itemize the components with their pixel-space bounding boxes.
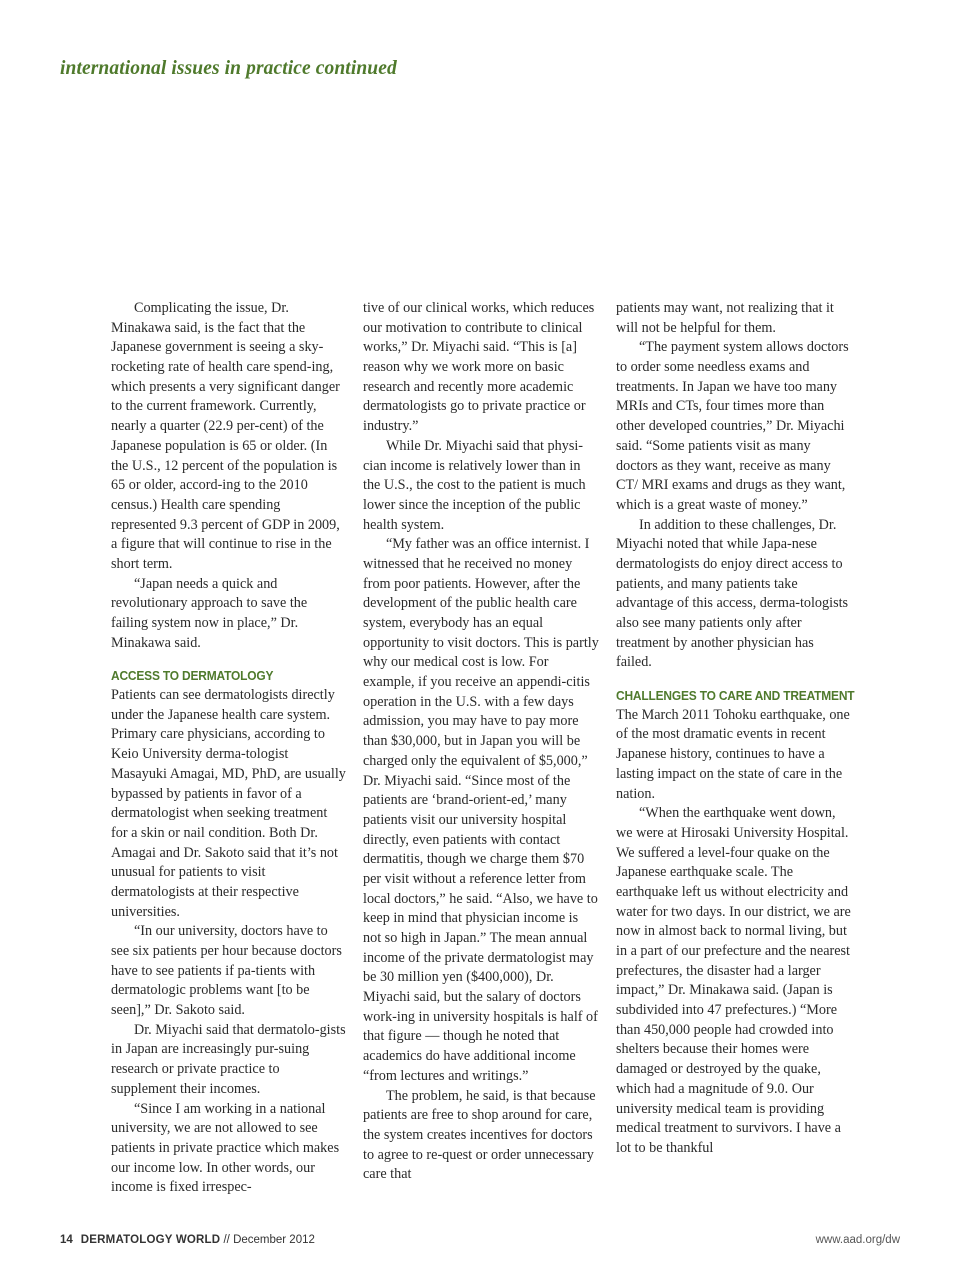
section-heading: ACCESS TO DERMATOLOGY <box>111 668 274 684</box>
body-paragraph: The March 2011 Tohoku earthquake, one of the most dramatic events in recent Japanese history, continues to have a lasting impact on the state of care in the nation. <box>616 706 850 802</box>
body-paragraph: “In our university, doctors have to see six patients per hour because doctors have to see patients if pa-tients with dermatologic problems want [to be seen],” Dr. Sakoto said. <box>111 923 342 1019</box>
body-paragraph: “When the earthquake went down, we were at Hirosaki University Hospital. We suffered a level-four quake on the Japanese earthquake scale. The earthquake left us without electricity and water for two days. In our district, we are now in almost back to normal living, but in a part of our prefecture and the nearest prefectures, the disaster had a larger impact,” Dr. Minakawa said. (Japan is subdivided into 47 prefectures.) “More than 450,000 people had crowded into shelters because their homes were damaged or destroyed by the quake, which had a magnitude of 9.0. Our university medical team is providing medical treatment to survivors. I have a lot to be thankful <box>616 805 851 1156</box>
page-section-title: international issues in practice continued <box>60 58 397 79</box>
body-paragraph: “The payment system allows doctors to order some needless exams and treatments. In Japan we have too many MRIs and CTs, four times more than other developed countries,” Dr. Miyachi said. “Some patients visit as many doctors as they want, receive as many CT/ MRI exams and drugs as they want, which is a great waste of money.” <box>616 339 849 513</box>
page-number: 14 <box>60 1234 73 1246</box>
body-paragraph: “My father was an office internist. I witnessed that he received no money from poor patients. However, after the development of the public health care system, everybody has an equal opportunity to visit doctors. This is partly why our medical cost is low. For example, if you receive an appendi-citis operation in the U.S. with a few days admission, you may have to pay more than $30,000, but in Japan you will be charged only the equivalent of $5,000,” Dr. Miyachi said. “Since most of the patients are ‘brand-orient-ed,’ many patients visit our university hospital directly, even patients with contact dermatitis, though we charge them $70 per visit without a reference letter from local doctors,” he said. “Also, we have to keep in mind that physician income is not so high in Japan.” The mean annual income of the private dermatologist may be 30 million yen ($400,000), Dr. Miyachi said, but the salary of doctors work-ing in university hospitals is half of that figure — though he noted that academics do have additional income “from lectures and writings.” <box>363 536 599 1084</box>
text-column-1 <box>111 299 347 1198</box>
issue-date: // December 2012 <box>223 1234 315 1246</box>
body-paragraph: “Since I am working in a national university, we are not allowed to see patients in private practice which makes our income low. In other words, our income is fixed irrespec- <box>111 1100 340 1196</box>
magazine-name: DERMATOLOGY WORLD <box>80 1234 221 1246</box>
page-footer <box>60 1234 315 1246</box>
section-heading: CHALLENGES TO CARE AND TREATMENT <box>616 688 855 704</box>
body-paragraph: While Dr. Miyachi said that physi-cian income is relatively lower than in the U.S., the cost to the patient is much lower since the inception of the public health system. <box>363 437 586 533</box>
text-column-3 <box>616 299 855 1159</box>
body-paragraph: Patients can see dermatologists directly under the Japanese health care system. Primary care physicians, according to Keio University derma-tologist Masayuki Amagai, MD, PhD, are usually bypassed by patients in favor of a dermatologist when seeking treatment for a skin or nail condition. Both Dr. Amagai and Dr. Sakoto said that it’s not unusual for patients to visit dermatologists at their respective universities. <box>111 687 346 920</box>
body-paragraph: Complicating the issue, Dr. Minakawa said, is the fact that the Japanese government is seeing a sky-rocketing rate of health care spend-ing, which presents a very significant danger to the current framework. Currently, nearly a quarter (22.9 per-cent) of the Japanese population is 65 or older. (In the U.S., 12 percent of the population is 65 or older, accord-ing to the 2010 census.) Health care spending represented 9.3 percent of GDP in 2009, a figure that will continue to rise in the short term. <box>111 300 340 572</box>
body-paragraph: tive of our clinical works, which reduces our motivation to contribute to clinical works,” Dr. Miyachi said. “This is [a] reason why we work more on basic research and recently more academic dermatologists go to private practice or industry.” <box>363 300 595 435</box>
body-paragraph: patients may want, not realizing that it will not be helpful for them. <box>616 300 834 336</box>
body-paragraph: In addition to these challenges, Dr. Miyachi noted that while Japa-nese dermatologists do enjoy direct access to patients, and many patients take advantage of this access, derma-tologists also see many patients only after treatment by another physician has failed. <box>616 516 849 671</box>
body-paragraph: Dr. Miyachi said that dermatolo-gists in Japan are increasingly pur-suing research or private practice to supplement their incomes. <box>111 1021 346 1097</box>
website-link[interactable]: www.aad.org/dw <box>815 1234 900 1246</box>
body-paragraph: The problem, he said, is that because patients are free to shop around for care, the system creates incentives for doctors to agree to re-quest or order unnecessary care that <box>363 1087 596 1183</box>
text-column-2 <box>363 299 599 1185</box>
body-paragraph: “Japan needs a quick and revolutionary approach to save the failing system now in place,” Dr. Minakawa said. <box>111 575 308 651</box>
